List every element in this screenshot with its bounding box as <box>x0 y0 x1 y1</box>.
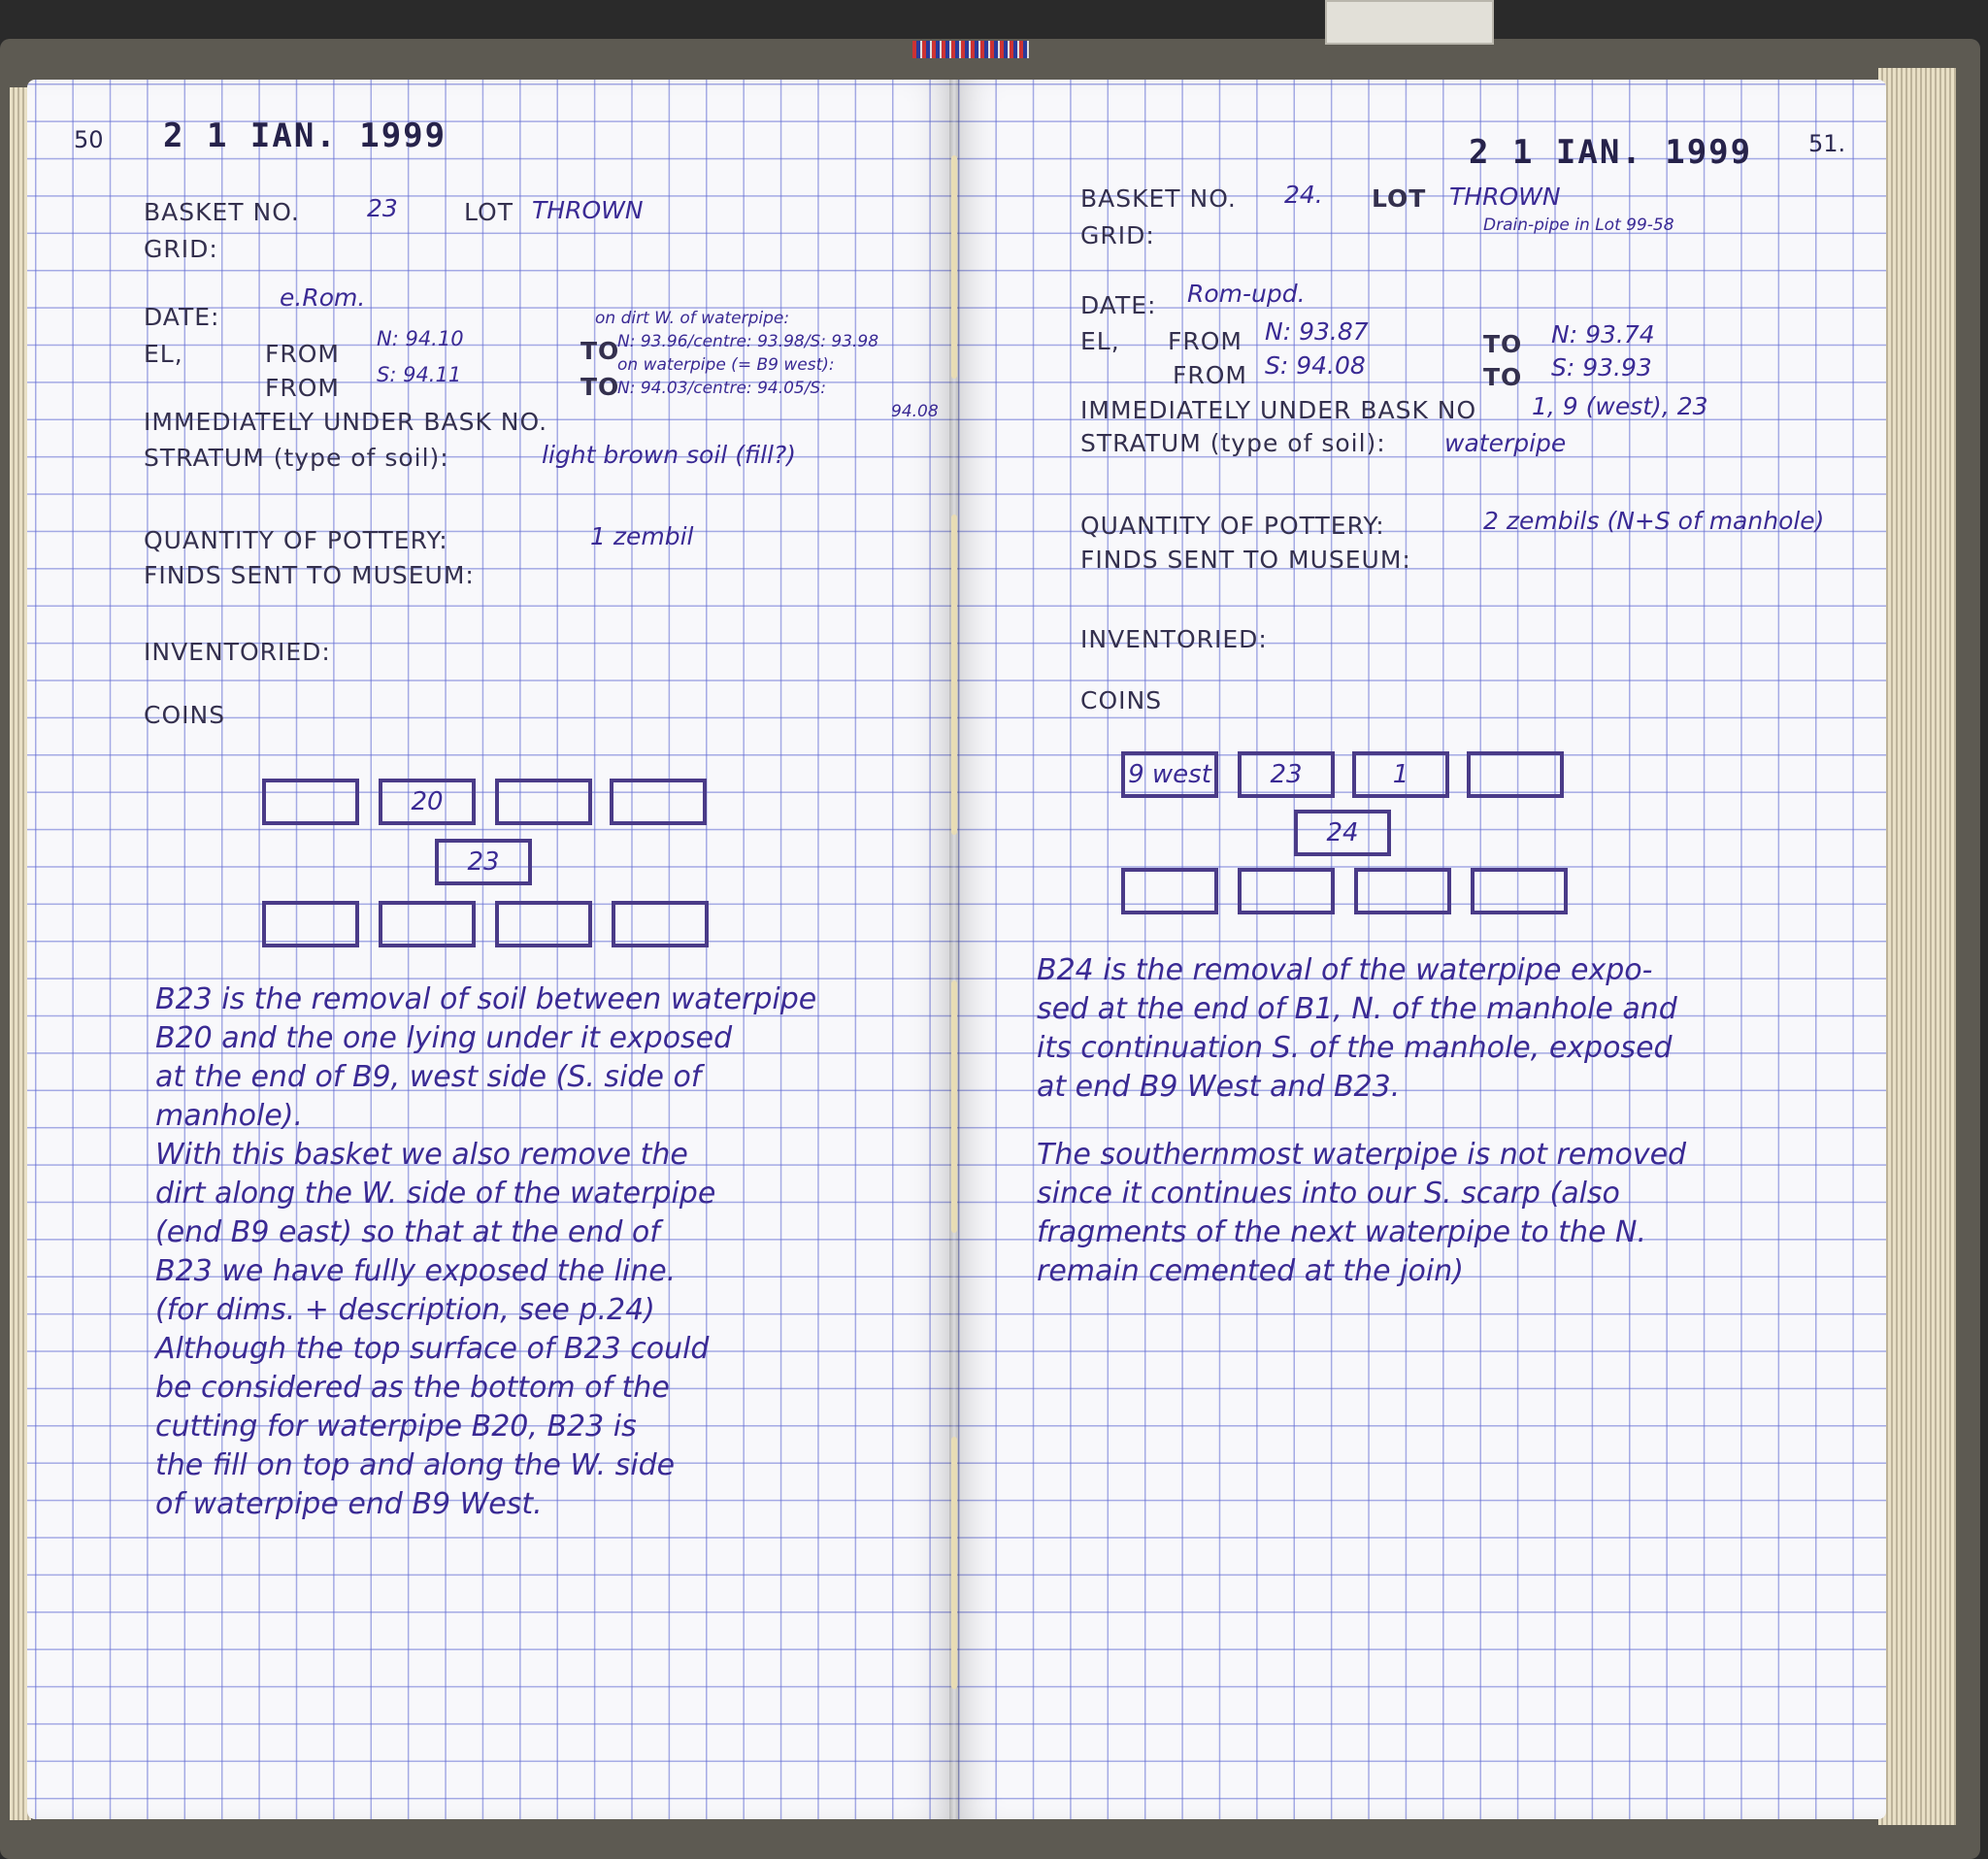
note-line: at end B9 West and B23. <box>1037 1070 1401 1104</box>
coins-label: COINS <box>144 701 226 729</box>
to-label: TO <box>580 337 620 365</box>
date-stamp: 2 1 IΑΝ. 1999 <box>1469 133 1753 172</box>
stratum-value: waterpipe <box>1444 429 1567 457</box>
date-stamp: 2 1 IΑΝ. 1999 <box>163 116 447 155</box>
to-value-2b: 94.08 <box>891 402 939 421</box>
basket-value: 23 <box>367 194 398 222</box>
from-s-value: S: 94.11 <box>377 363 462 386</box>
basket-label: BASKET NO. <box>144 198 300 226</box>
note-line: manhole). <box>155 1099 304 1133</box>
coins-label: COINS <box>1080 686 1163 714</box>
page-edges-right <box>1878 68 1956 1825</box>
coin-box: 9 west <box>1121 751 1218 798</box>
from-label: FROM <box>265 340 340 368</box>
coin-box: 23 <box>1238 751 1335 798</box>
binding-stitch <box>951 980 957 1233</box>
note-line: the fill on top and along the W. side <box>155 1448 676 1482</box>
stratum-label: STRATUM (type of soil): <box>1080 429 1386 457</box>
coin-box <box>612 901 709 947</box>
from-s-value: S: 94.08 <box>1265 351 1366 380</box>
left-page <box>27 80 954 1819</box>
note-line: (for dims. + description, see p.24) <box>155 1293 655 1327</box>
to-label: TO <box>1483 330 1523 358</box>
to-value-1: N: 93.96/centre: 93.98/S: 93.98 <box>617 332 879 351</box>
inventoried-label: INVENTORIED: <box>144 638 331 666</box>
pottery-value: 2 zembils (N+S of manhole) <box>1483 507 1825 535</box>
to-n-value: N: 93.74 <box>1551 320 1655 349</box>
under-label: IMMEDIATELY UNDER BASK NO. <box>144 408 548 436</box>
note-line: of waterpipe end B9 West. <box>155 1487 543 1521</box>
el-label: EL, <box>144 340 183 368</box>
note-line: cutting for waterpipe B20, B23 is <box>155 1410 637 1444</box>
note-line: its continuation S. of the manhole, exposed <box>1037 1031 1673 1065</box>
basket-value: 24. <box>1284 181 1323 209</box>
note-line: B20 and the one lying under it exposed <box>155 1021 733 1055</box>
grid-label: GRID: <box>144 235 218 263</box>
binding-stitch <box>951 1437 957 1689</box>
date-label: DATE: <box>144 303 220 331</box>
under-label: IMMEDIATELY UNDER BASK NO <box>1080 396 1477 424</box>
from-label: FROM <box>1168 327 1242 355</box>
note-line: at the end of B9, west side (S. side of <box>155 1060 702 1094</box>
from-n-value: N: 93.87 <box>1265 317 1369 346</box>
bookmark-ribbon <box>912 41 1029 58</box>
date-label: DATE: <box>1080 291 1157 319</box>
lot-value: THROWN <box>1449 183 1561 211</box>
to-label-2: TO <box>580 373 620 401</box>
to-value-2: N: 94.03/centre: 94.05/S: <box>617 379 826 398</box>
coin-box <box>495 779 592 825</box>
to-label-2: TO <box>1483 363 1523 391</box>
to-note-1: on dirt W. of waterpipe: <box>595 309 790 328</box>
coin-box <box>1354 868 1451 914</box>
from-label-2: FROM <box>265 374 340 402</box>
note-line: sed at the end of B1, N. of the manhole and <box>1037 992 1677 1026</box>
note-line: remain cemented at the join) <box>1037 1254 1464 1288</box>
right-page <box>954 80 1886 1819</box>
pottery-value: 1 zembil <box>590 522 694 550</box>
coin-box <box>1121 868 1218 914</box>
note-line: With this basket we also remove the <box>155 1138 688 1172</box>
note-line: since it continues into our S. scarp (also <box>1037 1177 1620 1211</box>
binding-stitch <box>951 155 957 379</box>
from-label-2: FROM <box>1173 361 1247 389</box>
lot-label: LOT <box>1372 184 1427 213</box>
lot-note: Drain-pipe in Lot 99-58 <box>1483 216 1674 235</box>
coin-box: 23 <box>435 839 532 885</box>
lot-value: THROWN <box>532 196 644 224</box>
note-line: B24 is the removal of the waterpipe expo- <box>1037 953 1653 987</box>
inventoried-label: INVENTORIED: <box>1080 625 1268 653</box>
stratum-label: STRATUM (type of soil): <box>144 444 449 472</box>
coin-box <box>1471 868 1568 914</box>
note-line: Although the top surface of B23 could <box>155 1332 710 1366</box>
finds-label: FINDS SENT TO MUSEUM: <box>1080 546 1411 574</box>
page-number: 51. <box>1808 130 1846 157</box>
page-number: 50 <box>74 126 104 153</box>
date-value: Rom-upd. <box>1187 280 1306 308</box>
coin-box: 24 <box>1294 810 1391 856</box>
lot-label: LOT <box>464 198 514 226</box>
basket-label: BASKET NO. <box>1080 184 1237 213</box>
date-value: e.Rom. <box>280 283 366 312</box>
note-line: B23 is the removal of soil between waterpipe <box>155 982 817 1016</box>
coin-box <box>610 779 707 825</box>
coin-box <box>262 901 359 947</box>
note-line: dirt along the W. side of the waterpipe <box>155 1177 716 1211</box>
coin-box <box>262 779 359 825</box>
coin-box <box>1467 751 1564 798</box>
el-label: EL, <box>1080 327 1120 355</box>
coin-box: 20 <box>379 779 476 825</box>
stratum-value: light brown soil (fill?) <box>542 441 797 469</box>
to-note-2: on waterpipe (= B9 west): <box>617 355 835 375</box>
note-line: be considered as the bottom of the <box>155 1371 670 1405</box>
pottery-label: QUANTITY OF POTTERY: <box>1080 512 1385 540</box>
coin-box <box>495 901 592 947</box>
from-n-value: N: 94.10 <box>377 327 464 350</box>
note-line: The southernmost waterpipe is not removed <box>1037 1138 1687 1172</box>
coin-box: 1 <box>1352 751 1449 798</box>
under-value: 1, 9 (west), 23 <box>1532 392 1708 420</box>
note-line: B23 we have fully exposed the line. <box>155 1254 677 1288</box>
top-flap <box>1325 0 1494 45</box>
coin-box <box>1238 868 1335 914</box>
binding-stitch <box>951 515 957 835</box>
note-line: fragments of the next waterpipe to the N. <box>1037 1215 1646 1249</box>
grid-label: GRID: <box>1080 221 1155 249</box>
note-line: (end B9 east) so that at the end of <box>155 1215 660 1249</box>
finds-label: FINDS SENT TO MUSEUM: <box>144 561 475 589</box>
pottery-label: QUANTITY OF POTTERY: <box>144 526 448 554</box>
coin-box <box>379 901 476 947</box>
to-s-value: S: 93.93 <box>1551 353 1652 382</box>
